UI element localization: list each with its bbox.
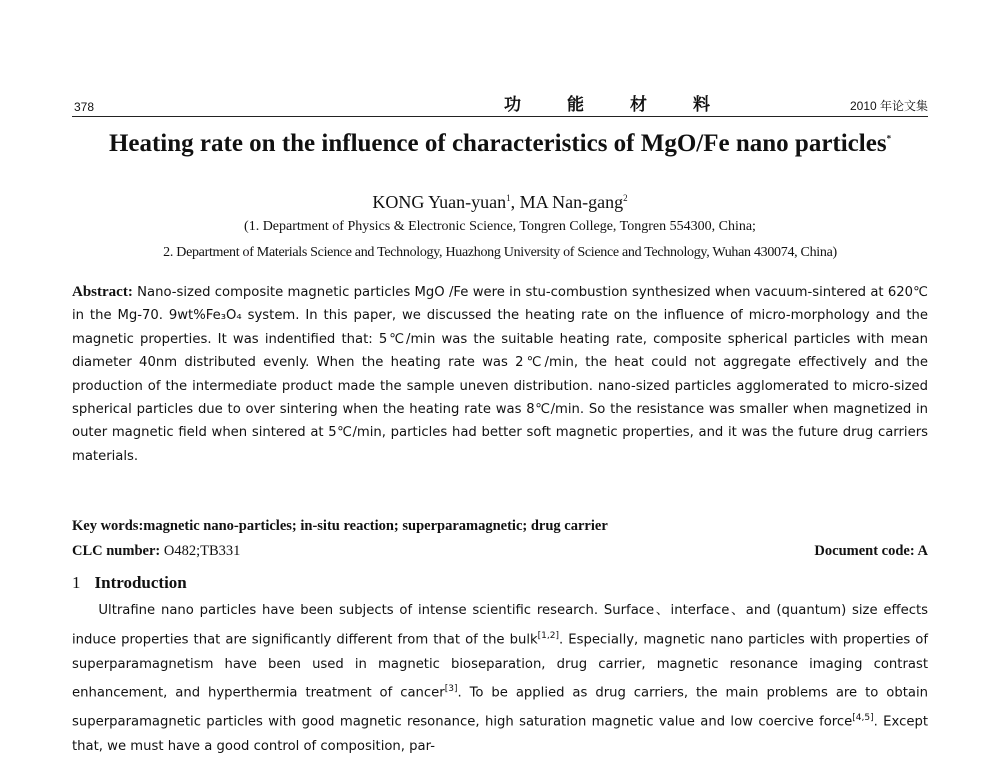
journal-name: 功能材料 [504, 95, 756, 115]
keywords-label: Key words: [72, 518, 144, 534]
author-separator: , [510, 192, 520, 212]
intro-text-1: Ultrafine nano particles have been subjects of intense scientific research. Surface、interface、and (quantum) size effects induce properties that are significantly different from that of the bulk [72, 603, 928, 647]
intro-paragraph [72, 599, 928, 760]
section-heading [72, 573, 187, 593]
keywords-line [72, 518, 928, 535]
affiliation-1: (1. Department of Physics & Electronic Science, Tongren College, Tongren 554300, China; [244, 219, 756, 234]
clc-label: CLC number: [72, 543, 161, 559]
intro-text-3: . To be applied as drug carriers, the main problems are to obtain superparamagnetic particles with good magnetic resonance, high saturation magnetic value and low coercive force [72, 685, 929, 730]
year-label: 2010 年论文集 [849, 99, 928, 113]
abstract-label: Abstract: [72, 284, 133, 300]
running-header [72, 92, 928, 117]
author-2-affil: 2 [623, 193, 628, 203]
title-text: Heating rate on the influence of characteristics of MgO/Fe nano particles [108, 130, 887, 157]
affiliation-2: 2. Department of Materials Science and Technology, Huazhong University of Science and Technology, Wuhan 430074, China) [163, 245, 837, 260]
authors-line [0, 192, 1000, 213]
author-1-affil: 1 [506, 193, 511, 203]
intro-text-2: . Especially, magnetic nano particles with properties of superparamagnetism have been used in magnetic bioseparation, drug carrier, magnetic resonance imaging contrast enhancement, and hyperthermia treatment of cancer [72, 631, 928, 701]
author-2: MA Nan-gang [519, 192, 624, 212]
citation-1[interactable]: [1,2] [537, 630, 559, 641]
clc-line [72, 543, 928, 560]
keywords-text: magnetic nano-particles; in-situ reaction; superparamagnetic; drug carrier [143, 518, 608, 534]
citation-3[interactable]: [4,5] [852, 713, 874, 724]
author-1: KONG Yuan-yuan [372, 192, 507, 212]
citation-2[interactable]: [3] [444, 684, 458, 695]
page-number: 378 [74, 100, 95, 114]
document-code-value: A [917, 543, 928, 559]
document-code [814, 543, 928, 560]
section-number: 1 [72, 573, 81, 592]
paper-title [0, 130, 1000, 158]
intro-text-4: . Except that, we must have a good control of composition, par- [72, 714, 928, 755]
section-title: Introduction [94, 573, 187, 592]
title-footnote-mark: * [886, 133, 892, 144]
abstract-text: Nano-sized composite magnetic particles MgO /Fe were in stu-combustion synthesized when vacuum-sintered at 620℃ in the Mg-70. 9wt%Fe₃O₄ system. In this paper, we discussed the heating rate on the influence of micro-morphology and the magnetic properties. It was indentified that: 5℃/min was the suitable heating rate, composite spherical particles with mean diameter 40nm distributed evenly. When the heating rate was 2℃/min, the heat could not aggregate effectively and the production of the intermediate product made the sample uneven distribution. nano-sized particles agglomerated to micro-sized spherical particles due to over sintering when the heating rate was 8℃/min. So the resistance was smaller when magnetized in outer magnetic field when sintered at 5℃/min, particles had better soft magnetic properties, and it was the future drug carriers materials. [72, 285, 928, 464]
abstract-block [72, 281, 928, 468]
document-code-label: Document code: [814, 543, 915, 559]
clc-value: O482;TB331 [163, 543, 241, 559]
